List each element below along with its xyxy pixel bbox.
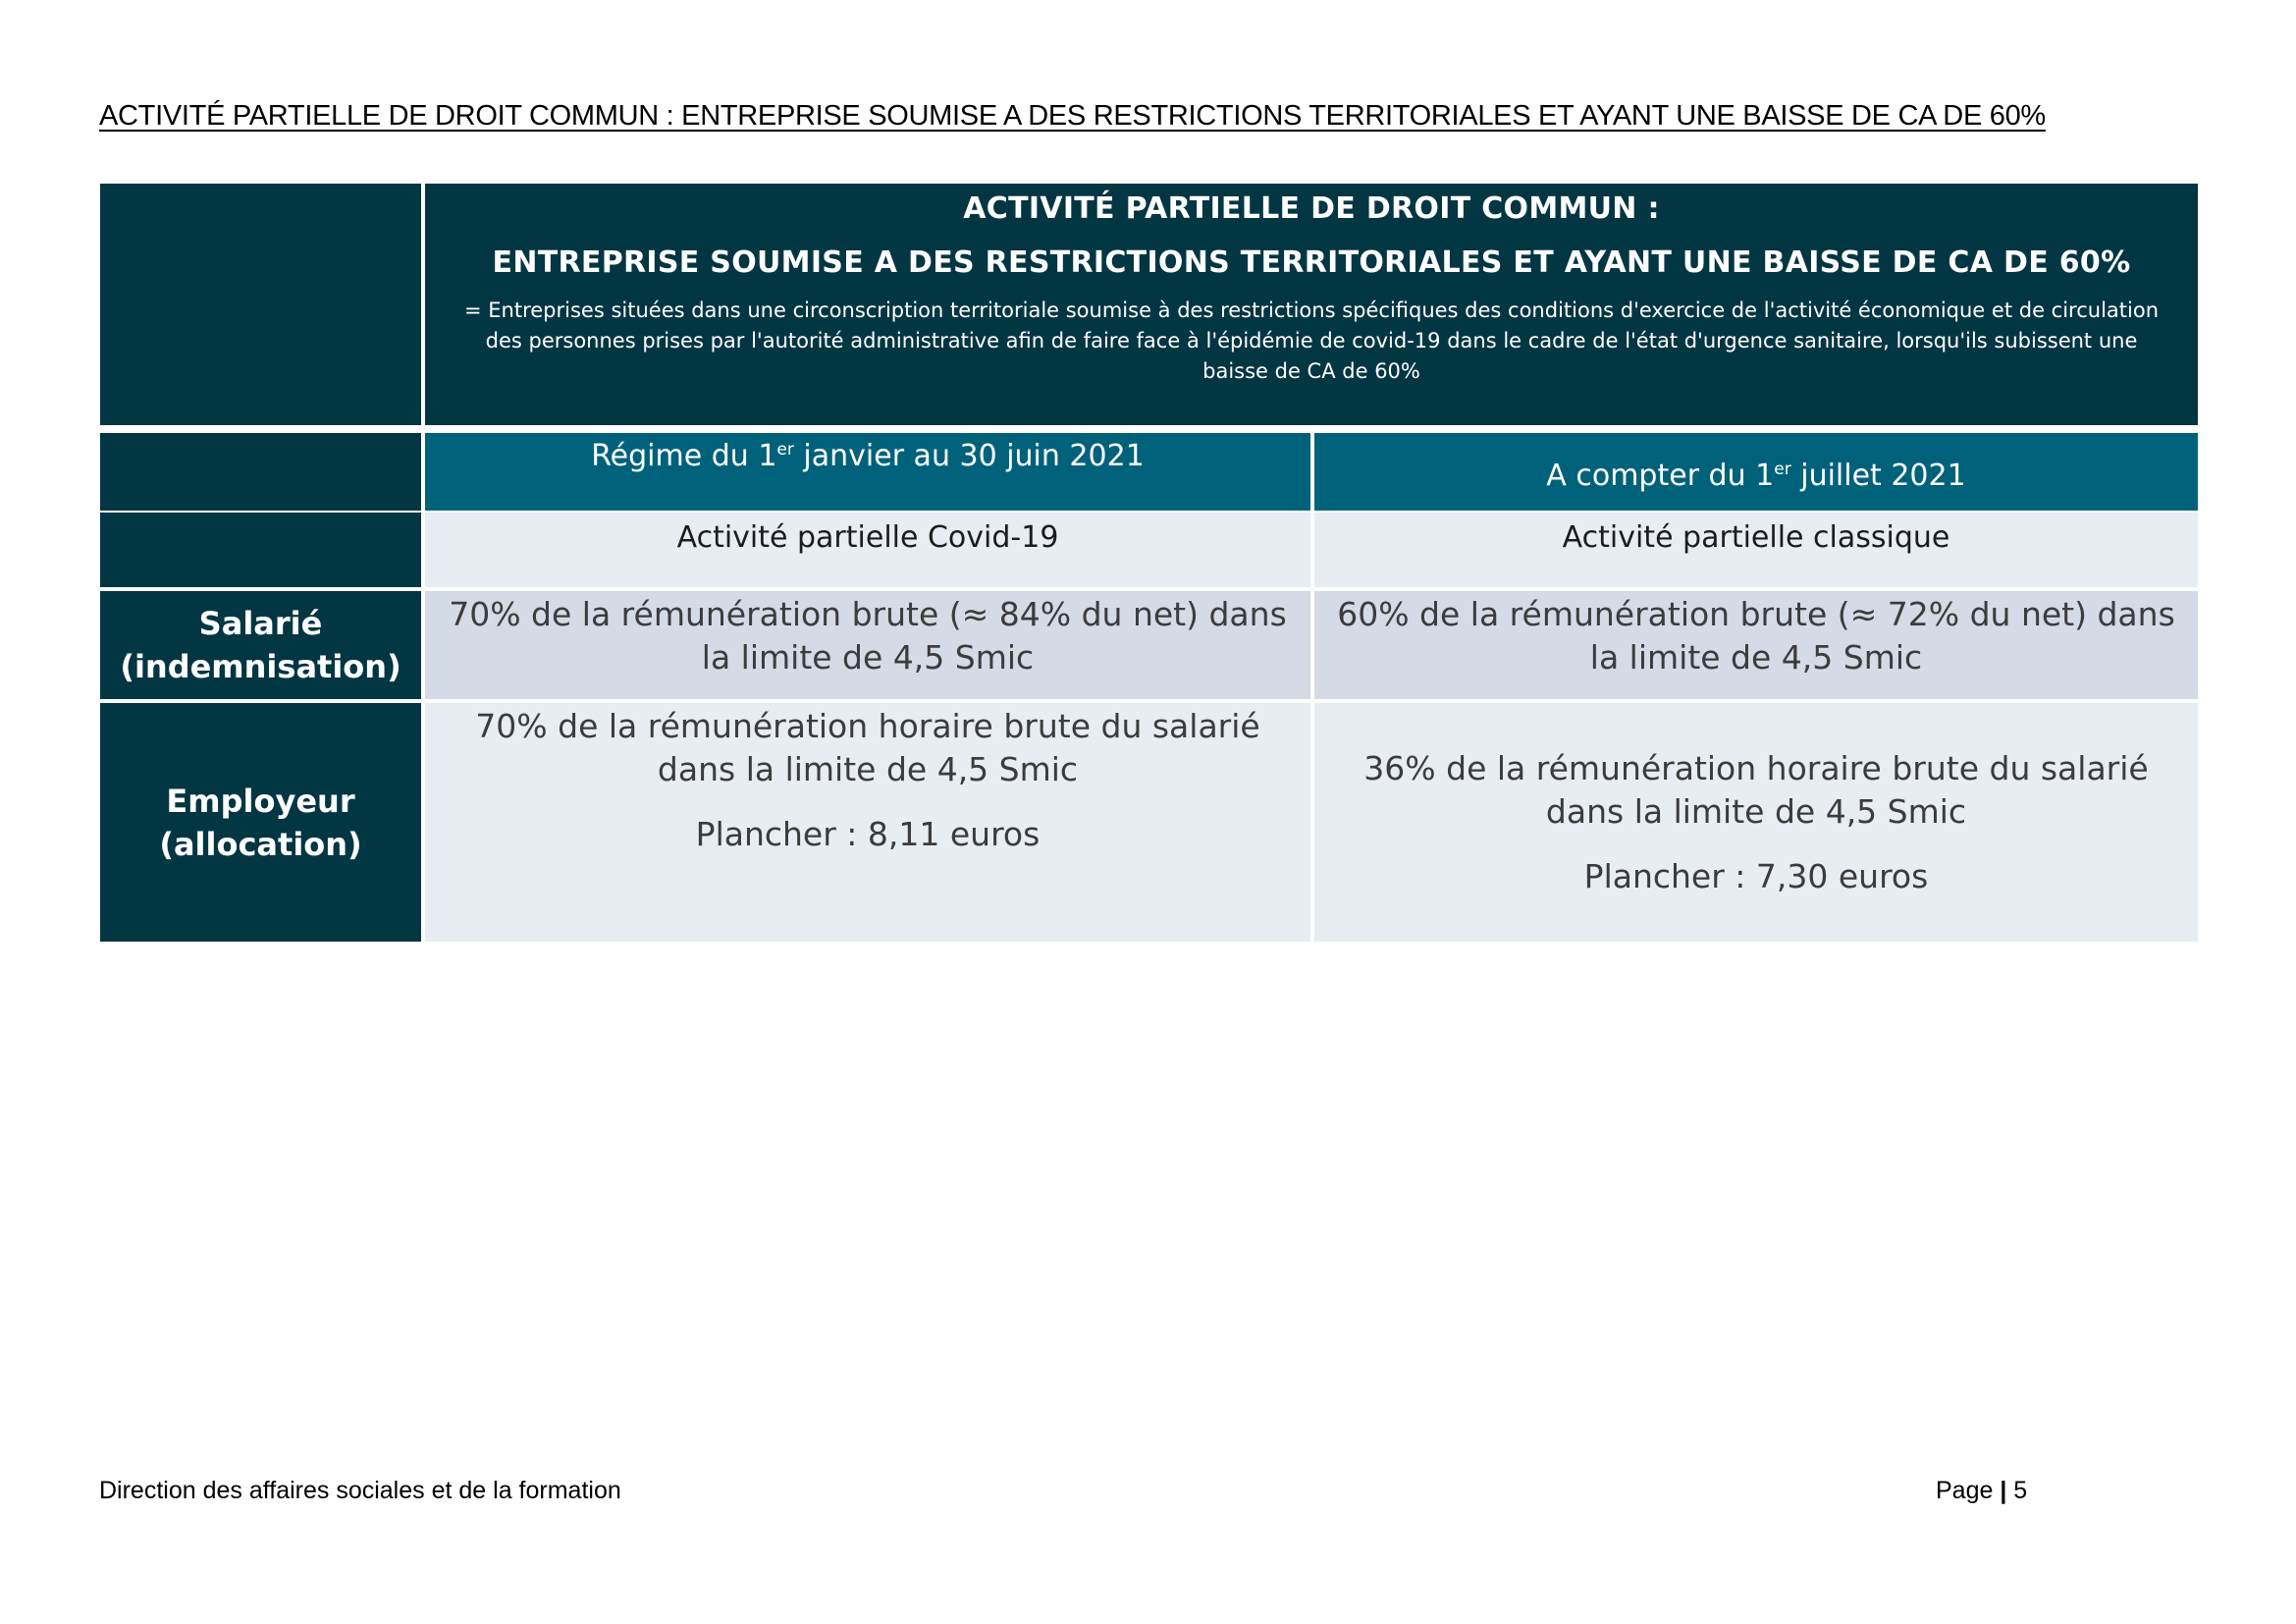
footer-page-number: [1936, 1477, 2027, 1505]
salarie-cell-1-text: 70% de la rémunération brute (≈ 84% du net) dans la limite de 4,5 Smic: [449, 595, 1287, 677]
salarie-cell-2: [1314, 591, 2198, 699]
period-2-label: A compter du 1er juillet 2021: [1546, 459, 1966, 493]
regime-cell-2: [1314, 513, 2198, 587]
row-label-employeur-line2: (allocation): [159, 825, 362, 863]
table-header-description: = Entreprises situées dans une circonscription territoriale soumise à des restrictions spécifiques des conditions d'exercice de l'activité économique et de circulation des personnes prises par l'autorité administrative afin de faire face à l'épidémie de covid-19 dans le cadre de l'état d'urgence sanitaire, lorsqu'ils subissent une baisse de CA de 60%: [464, 298, 2159, 383]
employeur-cell-1-content: [425, 705, 1310, 856]
salarie-cell-2-text: 60% de la rémunération brute (≈ 72% du net) dans la limite de 4,5 Smic: [1337, 595, 2175, 677]
employeur-cell-1: [425, 703, 1310, 942]
table-header-title-line2: ENTREPRISE SOUMISE A DES RESTRICTIONS TERRITORIALES ET AYANT UNE BAISSE DE CA DE 60%: [492, 245, 2131, 280]
employeur-cell-2: [1314, 703, 2198, 942]
period-1-label: Régime du 1er janvier au 30 juin 2021: [591, 439, 1145, 473]
row-label-employeur-line1: Employeur: [166, 782, 355, 820]
regime-2-label: Activité partielle classique: [1562, 520, 1950, 555]
employeur-cell-2-content: [1314, 747, 2198, 898]
page-heading: ACTIVITÉ PARTIELLE DE DROIT COMMUN : ENTREPRISE SOUMISE A DES RESTRICTIONS TERRITORIALES ET AYANT UNE BAISSE DE CA DE 60%: [99, 100, 2046, 132]
period-header-1: [425, 433, 1310, 511]
regime-row-label-cell: [100, 513, 421, 587]
employeur-cell-2-floor: Plancher : 7,30 euros: [1583, 856, 1929, 895]
row-label-employeur: [100, 703, 421, 942]
footer-page-label: Page: [1936, 1477, 1994, 1504]
row-label-salarie-line2: (indemnisation): [120, 648, 401, 685]
employeur-cell-1-text: 70% de la rémunération horaire brute du salarié dans la limite de 4,5 Smic: [475, 707, 1260, 788]
table-header-title-line1: ACTIVITÉ PARTIELLE DE DROIT COMMUN :: [963, 191, 1660, 226]
row-label-salarie: [100, 591, 421, 699]
footer-page-value: 5: [2013, 1477, 2028, 1504]
employeur-cell-1-floor: Plancher : 8,11 euros: [695, 815, 1041, 853]
row-label-salarie-line1: Salarié: [198, 605, 323, 642]
salarie-cell-1: [425, 591, 1310, 699]
footer-separator: |: [2000, 1477, 2007, 1504]
period-row-label-cell: [100, 433, 421, 511]
table-corner-cell: [100, 184, 421, 425]
regime-cell-1: [425, 513, 1310, 587]
footer-organization: Direction des affaires sociales et de la formation: [99, 1477, 621, 1504]
employeur-cell-2-text: 36% de la rémunération horaire brute du salarié dans la limite de 4,5 Smic: [1363, 748, 2149, 831]
table-header: [425, 184, 2198, 425]
period-header-2: [1314, 433, 2198, 511]
regime-1-label: Activité partielle Covid-19: [676, 520, 1059, 555]
